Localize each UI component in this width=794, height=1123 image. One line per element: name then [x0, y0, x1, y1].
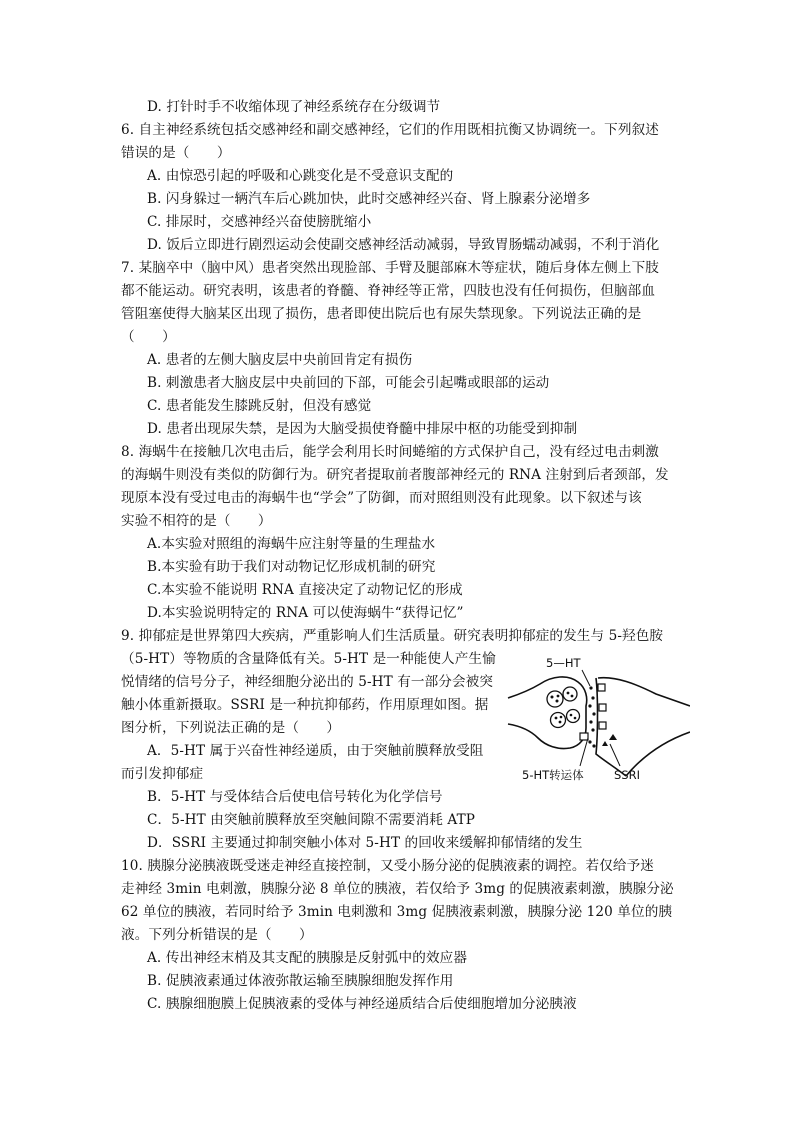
q7-stem-line-2: 都不能运动。研究表明，该患者的脊髓、脊神经等正常，四肢也没有任何损伤，但脑部血	[121, 283, 656, 299]
q10-stem-line-2: 走神经 3min 电刺激，胰腺分泌 8 单位的胰液，若仅给予 3mg 的促胰液素刺激，胰腺分泌	[121, 881, 674, 897]
label-5ht: 5—HT	[546, 656, 581, 670]
q9-stem-line-1: 9. 抑郁症是世界第四大疾病，严重影响人们生活质量。研究表明抑郁症的发生与 5-羟色胺	[121, 628, 664, 644]
q10-stem-line-4: 液。下列分析错误的是（ ）	[121, 927, 313, 943]
q7-option-d: D. 患者出现尿失禁，是因为大脑受损使脊髓中排尿中枢的功能受到抑制	[147, 421, 578, 437]
q10-option-a: A. 传出神经末梢及其支配的胰腺是反射弧中的效应器	[147, 950, 468, 966]
q6-option-b: B. 闪身躲过一辆汽车后心跳加快，此时交感神经兴奋、肾上腺素分泌增多	[147, 191, 591, 207]
q9-option-b: B．5-HT 与受体结合后使电信号转化为化学信号	[147, 789, 443, 805]
q10-stem-line-3: 62 单位的胰液，若同时给予 3min 电刺激和 3mg 促胰液素刺激，胰腺分泌 120 单位的胰	[121, 904, 673, 920]
q5-option-d: D. 打针时手不收缩体现了神经系统存在分级调节	[147, 99, 441, 115]
q8-option-a: A.本实验对照组的海蜗牛应注射等量的生理盐水	[147, 536, 436, 552]
label-ssri: SSRI	[614, 768, 640, 782]
q7-stem-line-4: （ ）	[121, 329, 176, 345]
q8-stem-line-1: 8. 海蜗牛在接触几次电击后，能学会利用长时间蜷缩的方式保护自己，没有经过电击刺激	[121, 444, 659, 460]
q6-option-c: C. 排尿时，交感神经兴奋使膀胱缩小	[147, 214, 372, 230]
label-5ht-transporter: 5-HT转运体	[522, 768, 584, 782]
q7-option-a: A. 患者的左侧大脑皮层中央前回肯定有损伤	[147, 352, 413, 368]
q7-stem-line-3: 管阻塞使得大脑某区出现了损伤，患者即使出院后也有尿失禁现象。下列说法正确的是	[121, 306, 642, 322]
q6-option-a: A. 由惊恐引起的呼吸和心跳变化是不受意识支配的	[147, 168, 454, 184]
q9-option-a-cont: 而引发抑郁症	[121, 766, 204, 782]
q7-option-b: B. 刺激患者大脑皮层中央前回的下部，可能会引起嘴或眼部的运动	[147, 375, 550, 391]
q8-option-c: C.本实验不能说明 RNA 直接决定了动物记忆的形成	[147, 582, 463, 598]
q10-option-b: B. 促胰液素通过体液弥散运输至胰腺细胞发挥作用	[147, 973, 454, 989]
q8-option-d: D.本实验说明特定的 RNA 可以使海蜗牛“获得记忆”	[147, 605, 464, 621]
q8-stem-line-2: 的海蜗牛则没有类似的防御行为。研究者提取前者腹部神经元的 RNA 注射到后者颈部，发	[121, 467, 669, 483]
q6-stem-line-2: 错误的是（ ）	[121, 145, 231, 161]
q9-stem-line-2: （5-HT）等物质的含量降低有关。5-HT 是一种能使人产生愉	[121, 651, 496, 667]
q9-option-a: A．5-HT 属于兴奋性神经递质，由于突触前膜释放受阻	[147, 743, 484, 759]
q7-option-c: C. 患者能发生膝跳反射，但没有感觉	[147, 398, 372, 414]
synapse-figure	[506, 654, 690, 786]
q7-stem-line-1: 7. 某脑卒中（脑中风）患者突然出现脸部、手臂及腿部麻木等症状，随后身体左侧上下肢	[121, 260, 659, 276]
q8-option-b: B.本实验有助于我们对动物记忆形成机制的研究	[147, 559, 436, 575]
q8-stem-line-3: 现原本没有受过电击的海蜗牛也“学会”了防御，而对照组则没有此现象。以下叙述与该	[121, 490, 642, 506]
q9-option-c: C．5-HT 由突触前膜释放至突触间隙不需要消耗 ATP	[147, 812, 475, 828]
q9-stem-line-5: 图分析，下列说法正确的是（ ）	[121, 720, 341, 736]
q6-option-d: D. 饭后立即进行剧烈运动会使副交感神经活动减弱，导致胃肠蠕动减弱，不利于消化	[147, 237, 660, 253]
q9-stem-line-3: 悦情绪的信号分子，神经细胞分泌出的 5-HT 有一部分会被突	[121, 674, 494, 690]
q9-option-d: D．SSRI 主要通过抑制突触小体对 5-HT 的回收来缓解抑郁情绪的发生	[147, 835, 583, 851]
q6-stem-line-1: 6. 自主神经系统包括交感神经和副交感神经，它们的作用既相抗衡又协调统一。下列叙述	[121, 122, 659, 138]
q10-option-c: C. 胰腺细胞膜上促胰液素的受体与神经递质结合后使细胞增加分泌胰液	[147, 996, 577, 1012]
q8-stem-line-4: 实验不相符的是（ ）	[121, 513, 272, 529]
q9-stem-line-4: 触小体重新摄取。SSRI 是一种抗抑郁药，作用原理如图。据	[121, 697, 489, 713]
q10-stem-line-1: 10. 胰腺分泌胰液既受迷走神经直接控制，又受小肠分泌的促胰液素的调控。若仅给予迷	[121, 858, 655, 874]
